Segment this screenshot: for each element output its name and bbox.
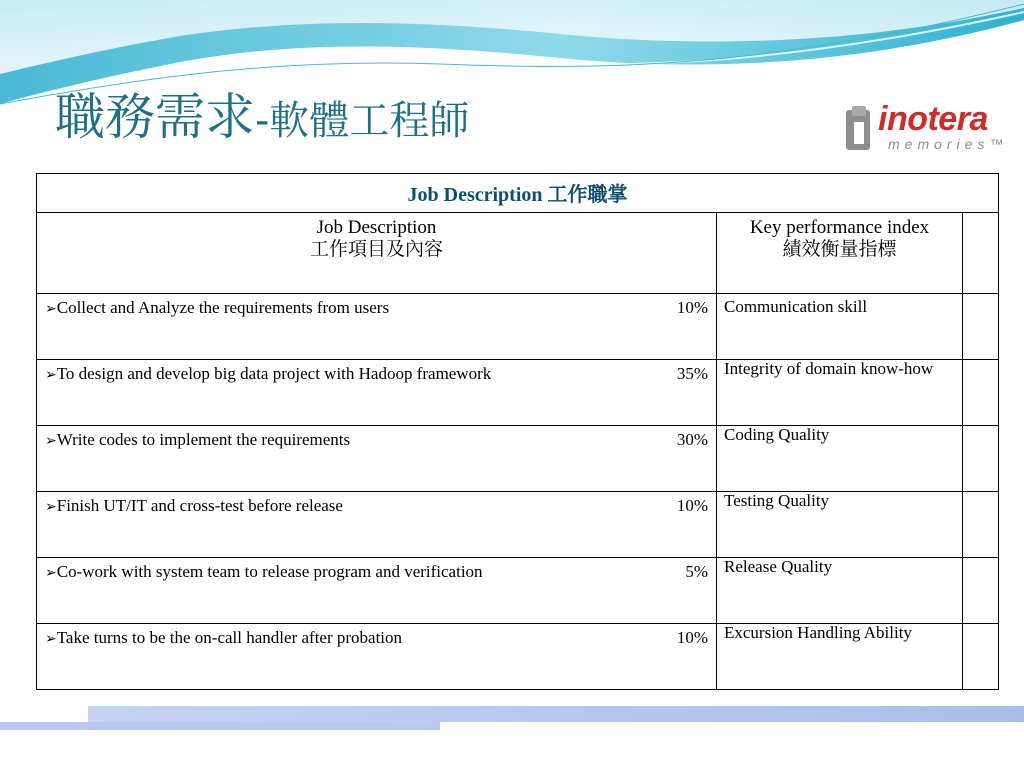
arrow-bullet-icon: ➢	[45, 500, 57, 515]
arrow-bullet-icon: ➢	[45, 566, 57, 581]
kpi-cell: Integrity of domain know-how	[717, 360, 963, 426]
empty-cell	[963, 624, 999, 690]
task-cell	[37, 360, 717, 426]
job-description-table	[36, 173, 999, 690]
kpi-cell: Testing Quality	[717, 492, 963, 558]
arrow-bullet-icon: ➢	[45, 368, 57, 383]
table-header-row	[37, 174, 999, 213]
task-cell	[37, 294, 717, 360]
table-row	[37, 624, 999, 690]
task-text: To design and develop big data project with Hadoop framework	[56, 364, 492, 383]
empty-cell	[963, 213, 999, 294]
column-header-row	[37, 213, 999, 294]
task-cell	[37, 624, 717, 690]
table-row	[37, 294, 999, 360]
page-title-sub: -軟體工程師	[255, 98, 470, 144]
task-text: Co-work with system team to release program and verification	[56, 562, 483, 581]
table-row	[37, 360, 999, 426]
empty-cell	[963, 558, 999, 624]
task-cell	[37, 426, 717, 492]
empty-cell	[963, 294, 999, 360]
column-header-kpi-zh: 績效衡量指標	[782, 239, 897, 260]
table-header: Job Description 工作職掌	[37, 174, 999, 213]
task-text: Write codes to implement the requirements	[56, 430, 351, 449]
task-percent: 5%	[685, 562, 708, 581]
task-percent: 10%	[676, 496, 708, 515]
logo-wordmark: inotera	[878, 100, 988, 138]
column-header-job	[37, 213, 717, 294]
empty-cell	[963, 360, 999, 426]
arrow-bullet-icon: ➢	[45, 302, 57, 317]
kpi-cell: Excursion Handling Ability	[717, 624, 963, 690]
table-row	[37, 426, 999, 492]
column-header-kpi-en: Key performance index	[749, 217, 930, 238]
empty-cell	[963, 492, 999, 558]
task-cell	[37, 558, 717, 624]
column-header-job-en: Job Description	[316, 217, 437, 238]
column-header-job-zh: 工作項目及內容	[309, 239, 443, 260]
company-logo	[838, 100, 1009, 154]
task-text: Take turns to be the on-call handler after probation	[56, 628, 403, 647]
kpi-cell: Release Quality	[717, 558, 963, 624]
table-row	[37, 492, 999, 558]
task-text: Finish UT/IT and cross-test before release	[56, 496, 343, 515]
empty-cell	[963, 426, 999, 492]
arrow-bullet-icon: ➢	[45, 434, 57, 449]
task-cell	[37, 492, 717, 558]
table-row	[37, 558, 999, 624]
logo-tagline: memories™	[888, 136, 1009, 152]
kpi-cell: Communication skill	[717, 294, 963, 360]
logo-mark-icon	[840, 106, 876, 152]
kpi-cell: Coding Quality	[717, 426, 963, 492]
task-percent: 35%	[676, 364, 708, 383]
task-percent: 10%	[676, 298, 708, 317]
task-text: Collect and Analyze the requirements from users	[56, 298, 390, 317]
task-percent: 30%	[676, 430, 708, 449]
page-title-main: 職務需求	[55, 88, 255, 146]
column-header-kpi	[717, 213, 963, 294]
page-title	[55, 88, 470, 146]
footer-bar-decoration	[0, 700, 1024, 740]
arrow-bullet-icon: ➢	[45, 632, 57, 647]
task-percent: 10%	[676, 628, 708, 647]
